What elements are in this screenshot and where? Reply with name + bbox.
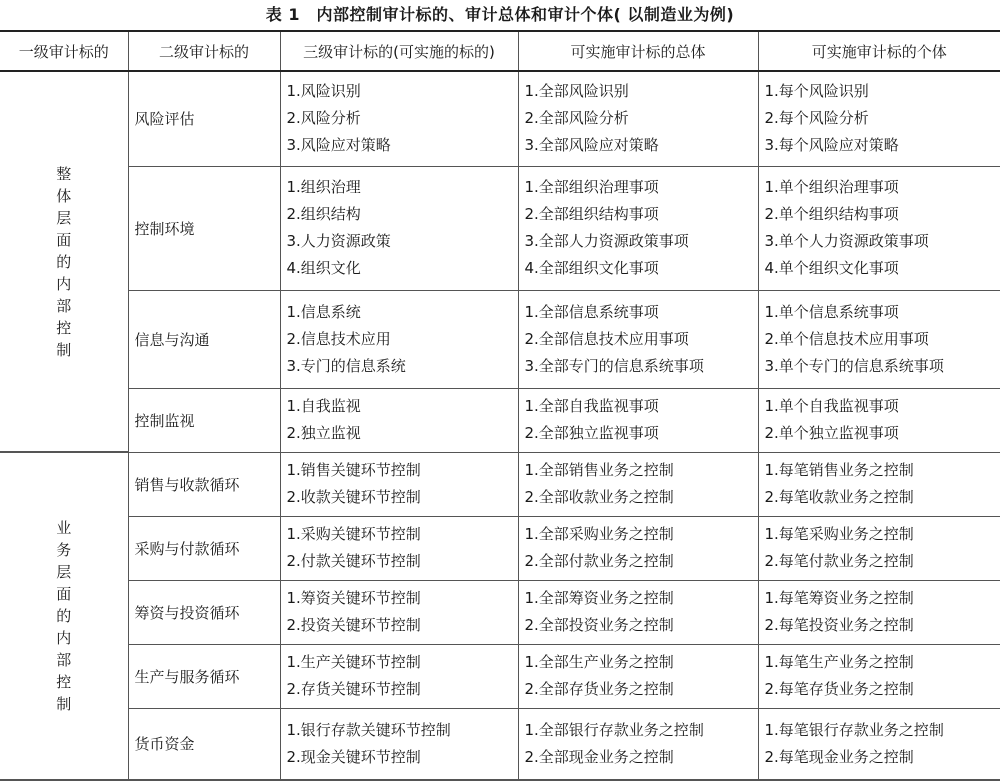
table-row [0, 71, 1000, 166]
population-cell [518, 580, 758, 644]
items-line: 2.单个信息技术应用事项 [765, 326, 1000, 353]
population-line: 2.全部信息技术应用事项 [525, 326, 758, 353]
items-line: 2.单个独立监视事项 [765, 420, 1000, 447]
header-level1: 一级审计标的 [0, 31, 128, 71]
items-line: 1.每个风险识别 [765, 78, 1000, 105]
level3-cell [280, 516, 518, 580]
level3-line: 3.人力资源政策 [287, 228, 518, 255]
population-line: 3.全部人力资源政策事项 [525, 228, 758, 255]
population-line: 4.全部组织文化事项 [525, 255, 758, 282]
level1-label: 业务层面的内部控制 [56, 517, 71, 715]
items-line: 3.每个风险应对策略 [765, 132, 1000, 159]
level2-cell: 销售与收款循环 [128, 452, 280, 516]
level2-cell: 货币资金 [128, 708, 280, 780]
table-body [0, 71, 1000, 780]
items-line: 1.每笔筹资业务之控制 [765, 585, 1000, 612]
population-line: 2.全部现金业务之控制 [525, 744, 758, 771]
population-line: 1.全部销售业务之控制 [525, 457, 758, 484]
level3-line: 1.信息系统 [287, 299, 518, 326]
items-line: 2.每个风险分析 [765, 105, 1000, 132]
audit-table [0, 30, 1000, 781]
population-cell [518, 708, 758, 780]
items-line: 1.单个信息系统事项 [765, 299, 1000, 326]
level3-line: 3.风险应对策略 [287, 132, 518, 159]
population-line: 1.全部组织治理事项 [525, 174, 758, 201]
population-cell [518, 71, 758, 166]
items-line: 1.单个组织治理事项 [765, 174, 1000, 201]
items-line: 1.每笔销售业务之控制 [765, 457, 1000, 484]
items-cell [758, 516, 1000, 580]
table-row [0, 516, 1000, 580]
header-population: 可实施审计标的总体 [518, 31, 758, 71]
level2-cell: 信息与沟通 [128, 290, 280, 388]
level3-cell [280, 452, 518, 516]
level2-cell: 控制环境 [128, 166, 280, 290]
level2-cell: 筹资与投资循环 [128, 580, 280, 644]
level3-line: 4.组织文化 [287, 255, 518, 282]
items-line: 1.单个自我监视事项 [765, 393, 1000, 420]
level3-cell [280, 166, 518, 290]
level3-cell [280, 580, 518, 644]
population-cell [518, 290, 758, 388]
population-line: 3.全部风险应对策略 [525, 132, 758, 159]
items-cell [758, 71, 1000, 166]
header-items: 可实施审计标的个体 [758, 31, 1000, 71]
population-line: 2.全部付款业务之控制 [525, 548, 758, 575]
level2-cell: 采购与付款循环 [128, 516, 280, 580]
level3-line: 1.采购关键环节控制 [287, 521, 518, 548]
level3-cell [280, 290, 518, 388]
level3-line: 2.组织结构 [287, 201, 518, 228]
items-cell [758, 580, 1000, 644]
population-cell [518, 452, 758, 516]
level3-cell [280, 644, 518, 708]
header-level2: 二级审计标的 [128, 31, 280, 71]
level3-line: 2.独立监视 [287, 420, 518, 447]
items-line: 2.每笔投资业务之控制 [765, 612, 1000, 639]
population-line: 2.全部投资业务之控制 [525, 612, 758, 639]
table-caption: 表 1 内部控制审计标的、审计总体和审计个体( 以制造业为例) [0, 0, 1000, 30]
items-cell [758, 166, 1000, 290]
level3-line: 2.付款关键环节控制 [287, 548, 518, 575]
level3-cell [280, 71, 518, 166]
level1-cell [0, 71, 128, 452]
items-cell [758, 388, 1000, 452]
population-line: 2.全部风险分析 [525, 105, 758, 132]
population-line: 1.全部信息系统事项 [525, 299, 758, 326]
level2-cell: 控制监视 [128, 388, 280, 452]
level1-label: 整体层面的内部控制 [56, 163, 71, 361]
population-cell [518, 644, 758, 708]
items-cell [758, 708, 1000, 780]
items-line: 1.每笔生产业务之控制 [765, 649, 1000, 676]
level3-line: 2.存货关键环节控制 [287, 676, 518, 703]
level3-line: 1.风险识别 [287, 78, 518, 105]
level3-cell [280, 388, 518, 452]
items-line: 2.每笔存货业务之控制 [765, 676, 1000, 703]
items-line: 4.单个组织文化事项 [765, 255, 1000, 282]
population-line: 2.全部存货业务之控制 [525, 676, 758, 703]
level3-line: 1.销售关键环节控制 [287, 457, 518, 484]
level3-line: 2.现金关键环节控制 [287, 744, 518, 771]
level3-line: 1.筹资关键环节控制 [287, 585, 518, 612]
population-line: 1.全部生产业务之控制 [525, 649, 758, 676]
population-line: 1.全部采购业务之控制 [525, 521, 758, 548]
level3-line: 1.自我监视 [287, 393, 518, 420]
items-cell [758, 452, 1000, 516]
level3-line: 2.信息技术应用 [287, 326, 518, 353]
level3-cell [280, 708, 518, 780]
table-row [0, 452, 1000, 516]
population-line: 2.全部独立监视事项 [525, 420, 758, 447]
population-line: 2.全部收款业务之控制 [525, 484, 758, 511]
population-line: 2.全部组织结构事项 [525, 201, 758, 228]
level1-cell [0, 452, 128, 780]
population-cell [518, 516, 758, 580]
level3-line: 3.专门的信息系统 [287, 353, 518, 380]
population-line: 1.全部筹资业务之控制 [525, 585, 758, 612]
level3-line: 1.组织治理 [287, 174, 518, 201]
items-line: 1.每笔采购业务之控制 [765, 521, 1000, 548]
items-line: 2.每笔收款业务之控制 [765, 484, 1000, 511]
header-level3: 三级审计标的(可实施的标的) [280, 31, 518, 71]
population-line: 3.全部专门的信息系统事项 [525, 353, 758, 380]
header-row [0, 31, 1000, 71]
population-line: 1.全部风险识别 [525, 78, 758, 105]
level2-cell: 生产与服务循环 [128, 644, 280, 708]
table-row [0, 644, 1000, 708]
items-cell [758, 644, 1000, 708]
level2-cell: 风险评估 [128, 71, 280, 166]
population-line: 1.全部银行存款业务之控制 [525, 717, 758, 744]
level3-line: 1.生产关键环节控制 [287, 649, 518, 676]
table-row [0, 290, 1000, 388]
population-cell [518, 388, 758, 452]
items-line: 3.单个人力资源政策事项 [765, 228, 1000, 255]
table-row [0, 580, 1000, 644]
level3-line: 2.风险分析 [287, 105, 518, 132]
table-row [0, 708, 1000, 780]
items-line: 3.单个专门的信息系统事项 [765, 353, 1000, 380]
level3-line: 2.收款关键环节控制 [287, 484, 518, 511]
table-row [0, 166, 1000, 290]
table-row [0, 388, 1000, 452]
level3-line: 1.银行存款关键环节控制 [287, 717, 518, 744]
level3-line: 2.投资关键环节控制 [287, 612, 518, 639]
items-line: 2.每笔付款业务之控制 [765, 548, 1000, 575]
items-cell [758, 290, 1000, 388]
population-cell [518, 166, 758, 290]
population-line: 1.全部自我监视事项 [525, 393, 758, 420]
items-line: 2.单个组织结构事项 [765, 201, 1000, 228]
items-line: 1.每笔银行存款业务之控制 [765, 717, 1000, 744]
items-line: 2.每笔现金业务之控制 [765, 744, 1000, 771]
